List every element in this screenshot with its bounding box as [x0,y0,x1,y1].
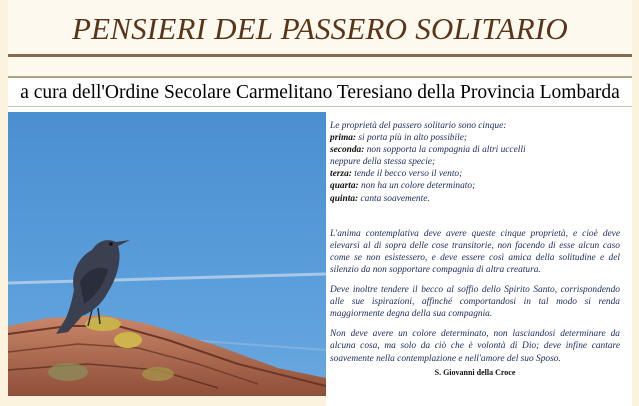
properties-intro: Le proprietà del passero solitario sono cinque: [330,121,507,131]
property-line: terza: tende il becco verso il vento; [330,169,463,180]
header-divider-band [8,57,632,78]
paragraph-1: L'anima contemplativa deve avere queste cinque proprietà, e cioè deve elevarsi al di sopra delle cose transitorie, non facendo di esse alcun caso come se non esistessero, e deve essere così amica della solitudine e del silenzio da non sopportare compagnia di altra creatura. [330,228,620,275]
property-line: seconda: non sopporta la compagnia di altri uccelli [330,145,526,156]
property-line: neppure della stessa specie; [330,157,436,168]
signature: S. Giovanni della Croce [434,367,516,377]
page-header [8,0,632,57]
right-frame [632,0,639,406]
article-text [330,120,620,379]
property-line: quarta: non ha un colore determinato; [330,181,476,192]
left-frame [0,0,8,406]
subtitle-band [8,78,632,107]
paragraph-3: Non deve avere un colore determinato, non lasciandosi determinare da alcuna cosa, ma solo da ciò che è volontà di Dio; deve infine cantare soavemente nella contemplazione e nell'amore del suo Sposo. [330,329,620,364]
content-area [8,112,632,406]
page-title: PENSIERI DEL PASSERO SOLITARIO [72,11,568,46]
properties-list [330,120,620,205]
article-panel [326,112,632,406]
property-line: quinta: canta soavemente. [330,193,430,204]
paragraph-2: Deve inoltre tendere il becco al soffio dello Spirito Santo, corrispondendo alle sue ispirazioni, affinché comportandosi in tal modo si renda maggiormente degna della sua compagnia. [330,285,620,320]
property-line: prima: si porta più in alto possibile; [330,133,467,144]
bird-photo [8,112,326,396]
page-subtitle: a cura dell'Ordine Secolare Carmelitano Teresiano della Provincia Lombarda [20,82,620,103]
